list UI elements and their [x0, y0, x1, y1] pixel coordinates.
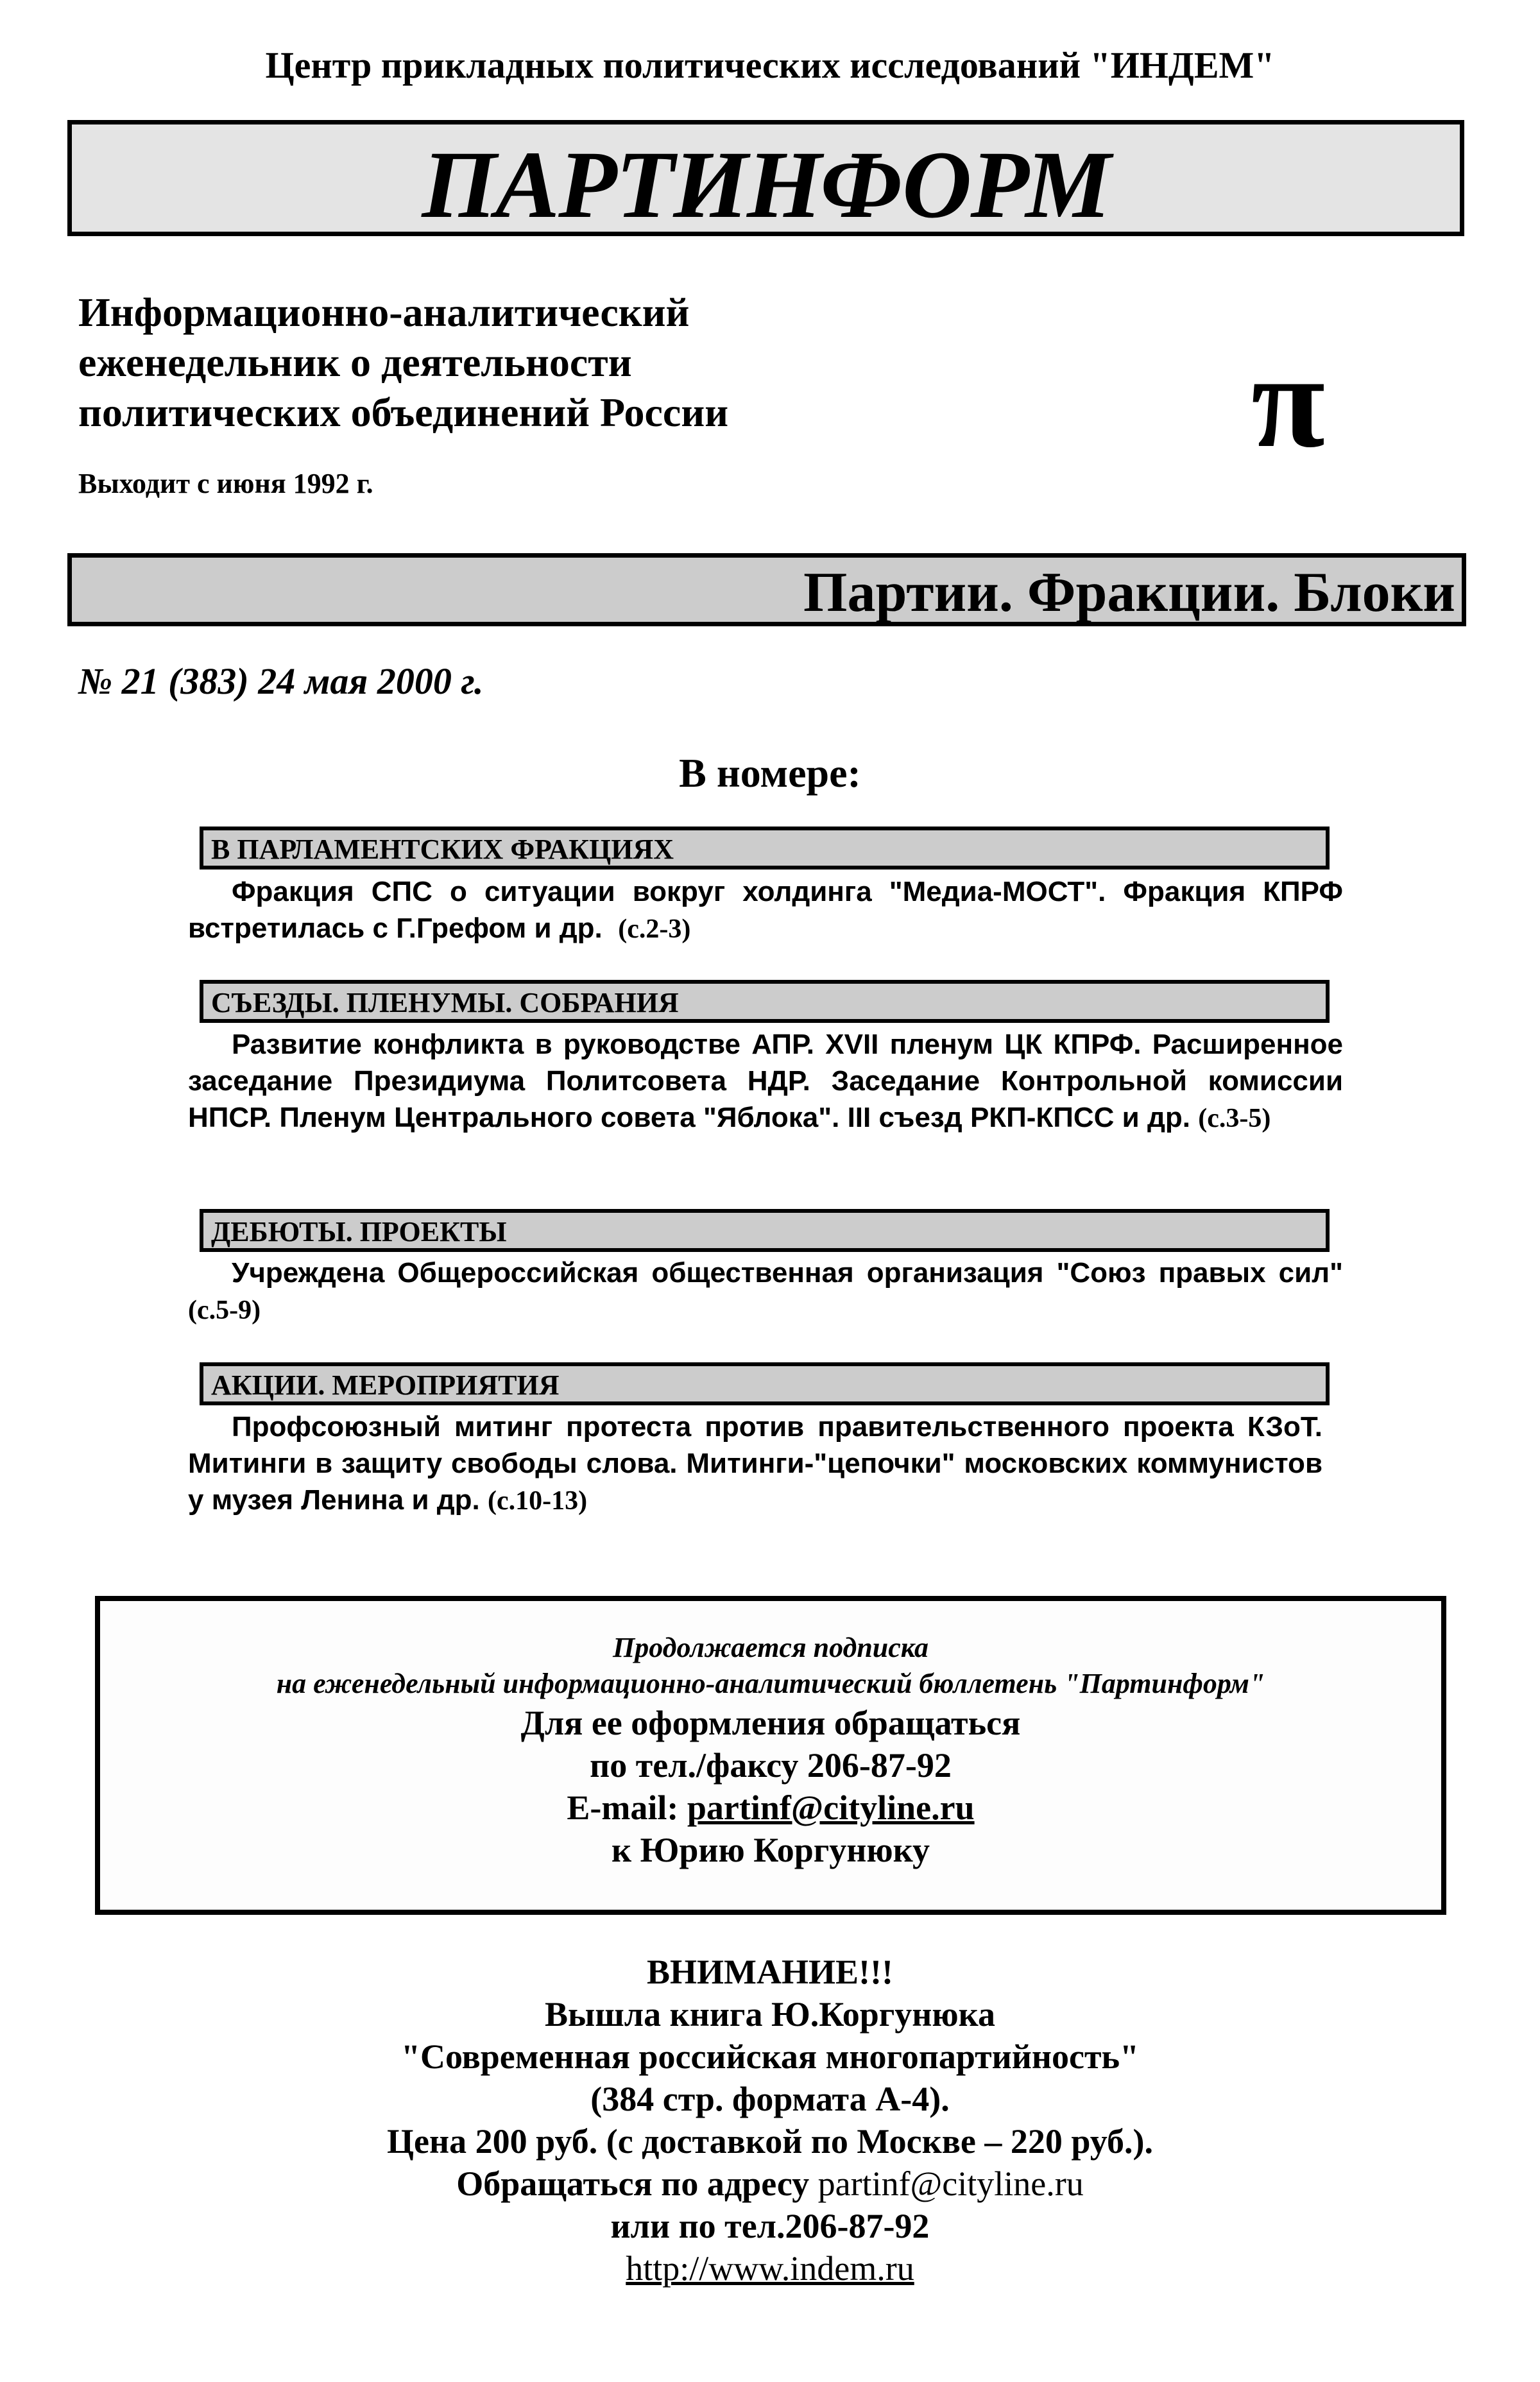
website-link[interactable]: http://www.indem.ru [626, 2249, 914, 2288]
rubric-summary [188, 1255, 1343, 1329]
rubric-title: СЪЕЗДЫ. ПЛЕНУМЫ. СОБРАНИЯ [211, 987, 679, 1018]
attention-heading: ВНИМАНИЕ!!! [647, 1953, 893, 1991]
subscription-heading: Продолжается подписка [612, 1632, 929, 1663]
issue-number-date: № 21 (383) 24 мая 2000 г. [78, 660, 484, 702]
contact-address-label: Обращаться по адресу [456, 2164, 818, 2203]
contents-heading: В номере: [679, 750, 861, 796]
summary-text: Профсоюзный митинг протеста против правительственного проекта КЗоТ. Митинги в защиту свободы слова. Митинги-"цепочки" московских коммунистов у музея Ленина и др. [188, 1411, 1322, 1516]
page-reference: (с.10-13) [488, 1486, 588, 1516]
contact-email[interactable]: partinf@cityline.ru [817, 2164, 1084, 2203]
publication-description [78, 287, 728, 438]
book-price: Цена 200 руб. (с доставкой по Москве – 220 руб.). [387, 2122, 1153, 2161]
summary-text: Развитие конфликта в руководстве АПР. XVII пленум ЦК КПРФ. Расширенное заседание Президиума Политсовета НДР. Заседание Контрольной комиссии НПСР. Пленум Центрального совета "Яблока". III съезд РКП-КПСС и др. [188, 1029, 1343, 1133]
description-line: политических объединений России [78, 390, 729, 435]
book-title: "Современная российская многопартийность" [400, 2037, 1140, 2076]
rubric-title: ДЕБЮТЫ. ПРОЕКТЫ [211, 1216, 507, 1247]
rubric-summary [188, 1026, 1343, 1137]
rubric-header [200, 1209, 1330, 1252]
organization-name: Центр прикладных политических исследований "ИНДЕМ" [265, 44, 1275, 86]
section-band [67, 553, 1466, 626]
page-reference: (с.5-9) [188, 1296, 261, 1325]
description-line: еженедельник о деятельности [78, 339, 632, 385]
subscription-email-row [100, 1786, 1441, 1829]
section-title: Партии. Фракции. Блоки [803, 561, 1455, 624]
rubric-header [200, 1362, 1330, 1405]
subscription-box [95, 1596, 1446, 1915]
summary-text: Учреждена Общероссийская общественная организация "Союз правых сил" [232, 1257, 1343, 1289]
subscription-phone: по тел./факсу 206-87-92 [590, 1746, 952, 1785]
subscription-contact-person: к Юрию Коргунюку [611, 1831, 930, 1869]
rubric-header [200, 827, 1330, 870]
published-since: Выходит с июня 1992 г. [78, 468, 373, 499]
contact-address-row [0, 2163, 1540, 2205]
book-format: (384 стр. формата А-4). [590, 2080, 950, 2118]
rubric-title: В ПАРЛАМЕНТСКИХ ФРАКЦИЯХ [211, 834, 674, 865]
page-reference: (с.3-5) [1198, 1104, 1271, 1133]
announcement-line: Вышла книга Ю.Коргунюка [545, 1995, 995, 2034]
rubric-title: АКЦИИ. МЕРОПРИЯТИЯ [211, 1369, 560, 1401]
subscription-description: на еженедельный информационно-аналитический бюллетень "Партинформ" [276, 1668, 1265, 1699]
description-line: Информационно-аналитический [78, 289, 690, 335]
pi-logo-icon: π [1251, 327, 1326, 476]
masthead-box [67, 120, 1464, 236]
rubric-header [200, 980, 1330, 1023]
contact-phone: или по тел.206-87-92 [610, 2207, 930, 2245]
summary-text: Фракция СПС о ситуации вокруг холдинга "Медиа-МОСТ". Фракция КПРФ встретилась с Г.Грефом и др. [188, 876, 1343, 944]
email-link[interactable]: partinf@cityline.ru [687, 1788, 975, 1827]
publication-title: ПАРТИНФОРМ [422, 132, 1110, 238]
rubric-summary [188, 873, 1343, 948]
subscription-contact-intro: Для ее оформления обращаться [520, 1704, 1021, 1742]
page-reference: (с.2-3) [618, 914, 691, 944]
email-label: E-mail: [567, 1788, 687, 1827]
rubric-summary [188, 1409, 1322, 1520]
book-announcement [0, 1951, 1540, 2290]
